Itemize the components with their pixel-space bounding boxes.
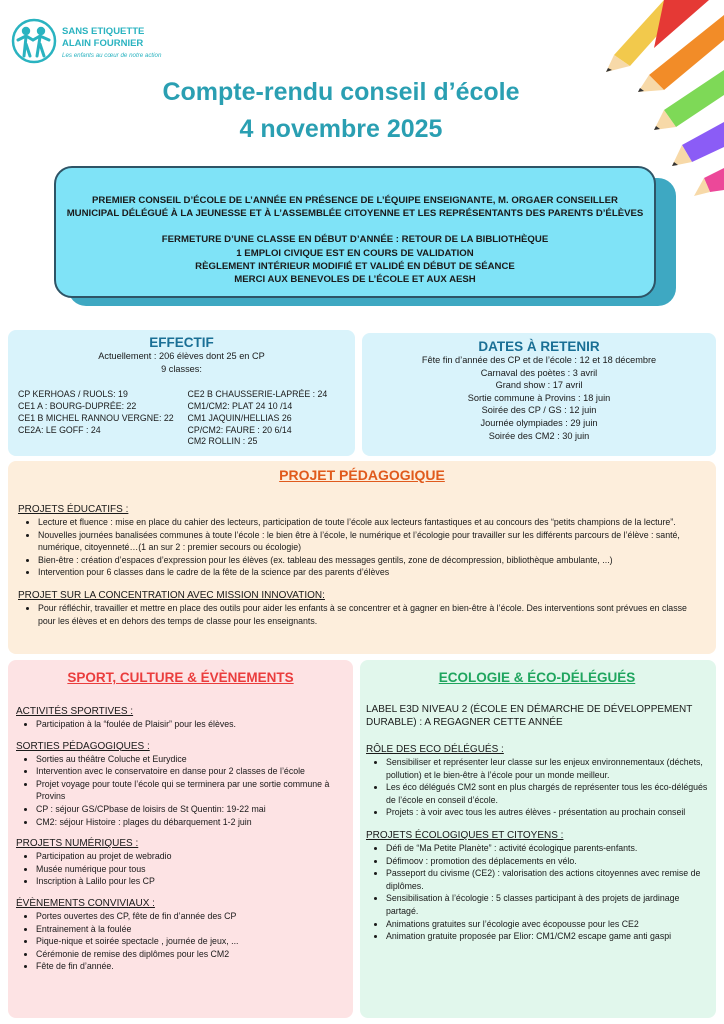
list-item: • Pour réfléchir, travailler et mettre en place des outils pour aider les enfants à se concentrer et à gagner en bien-être à l’école. Des interventions sont prévues en classe pour les élèves et en dehors des temps de classe pour les enseignants.	[38, 602, 706, 627]
date-item: Journée olympiades : 29 juin	[480, 417, 598, 428]
list-item: • Sensibilisation à l’écologie : 5 classes participant à des projets de jardinage partagé.	[386, 892, 708, 917]
class-item: CE1 B MICHEL RANNOU VERGNE: 22	[18, 412, 174, 423]
list-item: • Inscription à Lalilo pour les CP	[36, 875, 345, 888]
class-item: CP/CM2: FAURE : 20 6/14	[187, 424, 292, 435]
ecologie-section-heading: PROJETS ÉCOLOGIQUES ET CITOYENS :	[366, 829, 564, 841]
sport-list	[16, 718, 345, 731]
sport-list	[16, 910, 345, 973]
sport-section-heading: ÉVÈNEMENTS CONVIVIAUX :	[16, 897, 155, 909]
list-item: • Portes ouvertes des CP, fête de fin d’année des CP	[36, 910, 345, 923]
children-icon	[6, 18, 62, 64]
list-item: • Intervention pour 6 classes dans le cadre de la fête de la science par des parents d’élèves	[38, 566, 706, 579]
effectif-box	[8, 330, 355, 456]
page-title: Compte-rendu conseil d’école	[162, 78, 520, 106]
list-item: • Les éco délégués CM2 sont en plus chargés de représenter tous les éco-délégués de l’école en conseil d’école.	[386, 781, 708, 806]
class-col-2	[176, 389, 346, 448]
pencil-icon	[694, 168, 724, 196]
summary-line: MERCI AUX BENEVOLES DE L’ÉCOLE ET AUX AESH	[234, 274, 476, 286]
sport-section-heading: PROJETS NUMÉRIQUES :	[16, 838, 139, 850]
list-item: • Lecture et fluence : mise en place du cahier des lecteurs, participation de toute l’école aux lecteurs fantastiques et au concours des “petits champions de la lecture”.	[38, 516, 706, 529]
projet-list	[18, 516, 706, 579]
class-col-1	[18, 389, 176, 448]
list-item: • Sensibiliser et représenter leur classe sur les enjeux environnementaux (déchets, pollution) et le bien-être à l’école pour un monde meilleur.	[386, 756, 708, 781]
ecologie-list	[366, 756, 708, 819]
list-item: • Pique-nique et soirée spectacle , journée de jeux, ...	[36, 935, 345, 948]
class-item: CE1 A : BOURG-DUPRÉE: 22	[18, 400, 137, 411]
list-item: • Musée numérique pour tous	[36, 863, 345, 876]
date-item: Soirée des CP / GS : 12 juin	[481, 405, 597, 416]
sport-list	[16, 850, 345, 888]
list-item: • Fête de fin d’année.	[36, 960, 345, 973]
class-item: CE2A: LE GOFF : 24	[18, 424, 101, 435]
projet-box	[8, 461, 716, 654]
list-item: • Passeport du civisme (CE2) : valorisation des actions citoyennes avec remise de diplômes.	[386, 867, 708, 892]
list-item: • Défi de “Ma Petite Planète” : activité écologique parents-enfants.	[386, 842, 708, 855]
class-item: CP KERHOAS / RUOLS: 19	[18, 389, 128, 400]
list-item: • Intervention avec le conservatoire en danse pour 2 classes de l’école	[36, 765, 345, 778]
summary-line: PREMIER CONSEIL D’ÉCOLE DE L’ANNÉE EN PRÉSENCE DE L’ÉQUIPE ENSEIGNANTE, M. ORGAER CONSEILLER	[92, 195, 618, 206]
list-item: • Bien-être : création d’espaces d’expression pour les élèves (ex. tableau des messages gentils, zone de décompression, bibliothèque ambulante, ...)	[38, 554, 706, 567]
sport-title: SPORT, CULTURE & ÉVÈNEMENTS	[67, 670, 294, 685]
page-date: 4 novembre 2025	[239, 115, 443, 143]
dates-box	[362, 333, 716, 456]
effectif-title: EFFECTIF	[149, 335, 214, 350]
projet-section-heading: PROJET SUR LA CONCENTRATION AVEC MISSION INNOVATION:	[18, 589, 325, 601]
class-item: CM1 JAQUIN/HELLIAS 26	[187, 412, 292, 423]
list-item: • Projets : à voir avec tous les autres élèves - présentation au prochain conseil	[386, 806, 708, 819]
logo-text	[62, 26, 161, 62]
date-item: Soirée des CM2 : 30 juin	[488, 430, 590, 441]
summary-line: FERMETURE D’UNE CLASSE EN DÉBUT D’ANNÉE : RETOUR DE LA BIBLIOTHÈQUE	[161, 234, 549, 246]
list-item: • Nouvelles journées banalisées communes à toute l’école : le bien être à l’école, le numérique et l’écologie pour travailler sur les différents parcours de l’élève : santé, numérique, citoyenneté…(1 an sur 2 : premier secours ou écologie)	[38, 529, 706, 554]
list-item: • CP : séjour GS/CPbase de loisirs de St Quentin: 19-22 mai	[36, 803, 345, 816]
summary-line: MUNICIPAL DÉLÉGUÉ À LA JEUNESSE ET À L’ASSEMBLÉE CITOYENNE ET LES REPRÉSENTANTS DES PARENTS D’ÉLÈVES	[66, 208, 644, 220]
list-item: • Entrainement à la foulée	[36, 923, 345, 936]
ecologie-section-heading: RÔLE DES ECO DÉLÉGUÉS :	[366, 744, 504, 755]
summary-box	[54, 166, 656, 298]
date-item: Grand show : 17 avril	[495, 380, 583, 391]
list-item: • Animations gratuites sur l’écologie avec écopousse pour les CE2	[386, 918, 708, 931]
class-item: CM2 ROLLIN : 25	[187, 436, 258, 447]
summary-line: RÈGLEMENT INTÉRIEUR MODIFIÉ ET VALIDÉ EN DÉBUT DE SÉANCE	[195, 260, 515, 272]
list-item: • Animation gratuite proposée par Elior: CM1/CM2 escape game anti gaspi	[386, 930, 708, 943]
date-item: Carnaval des poètes : 3 avril	[480, 367, 598, 378]
logo-line1: SANS ETIQUETTE	[62, 26, 145, 37]
list-item: • Défimoov : promotion des déplacements en vélo.	[386, 855, 708, 868]
class-columns	[18, 389, 345, 448]
list-item: • Participation à la “foulée de Plaisir” pour les élèves.	[36, 718, 345, 731]
date-item: Sortie commune à Provins : 18 juin	[467, 392, 611, 403]
list-item: • Sorties au théâtre Coluche et Eurydice	[36, 753, 345, 766]
ecologie-label: LABEL E3D NIVEAU 2 (ÉCOLE EN DÉMARCHE DE DÉVELOPPEMENT DURABLE) : A REGAGNER CETTE ANNÉE	[366, 704, 693, 728]
projet-title: PROJET PÉDAGOGIQUE	[279, 467, 445, 483]
sport-section-heading: ACTIVITÉS SPORTIVES :	[16, 706, 134, 717]
projet-list	[18, 602, 706, 627]
class-item: CM1/CM2: PLAT 24 10 /14	[187, 400, 293, 411]
date-item: Fête fin d’année des CP et de l’école : 12 et 18 décembre	[421, 355, 657, 365]
dates-title: DATES À RETENIR	[478, 339, 600, 354]
summary-line: 1 EMPLOI CIVIQUE EST EN COURS DE VALIDATION	[236, 247, 474, 259]
list-item: • Participation au projet de webradio	[36, 850, 345, 863]
list-item: • CM2: séjour Histoire : plages du débarquement 1-2 juin	[36, 816, 345, 829]
sport-list	[16, 753, 345, 829]
projet-section-heading: PROJETS ÉDUCATIFS :	[18, 504, 129, 515]
logo-line2: ALAIN FOURNIER	[62, 38, 144, 49]
list-item: • Cérémonie de remise des diplômes pour les CM2	[36, 948, 345, 961]
effectif-line: 9 classes:	[161, 363, 202, 374]
class-item: CE2 B CHAUSSERIE-LAPRÉE : 24	[187, 389, 328, 400]
ecologie-box	[360, 660, 716, 1018]
sport-section-heading: SORTIES PÉDAGOGIQUES :	[16, 740, 150, 752]
logo-tagline: Les enfants au cœur de notre action	[62, 52, 162, 59]
effectif-line: Actuellement : 206 élèves dont 25 en CP	[98, 351, 265, 361]
sport-box	[8, 660, 353, 1018]
ecologie-title: ECOLOGIE & ÉCO-DÉLÉGUÉS	[438, 670, 636, 685]
list-item: • Projet voyage pour toute l’école qui se terminera par une sortie commune à Provins	[36, 778, 345, 803]
ecologie-list	[366, 842, 708, 943]
